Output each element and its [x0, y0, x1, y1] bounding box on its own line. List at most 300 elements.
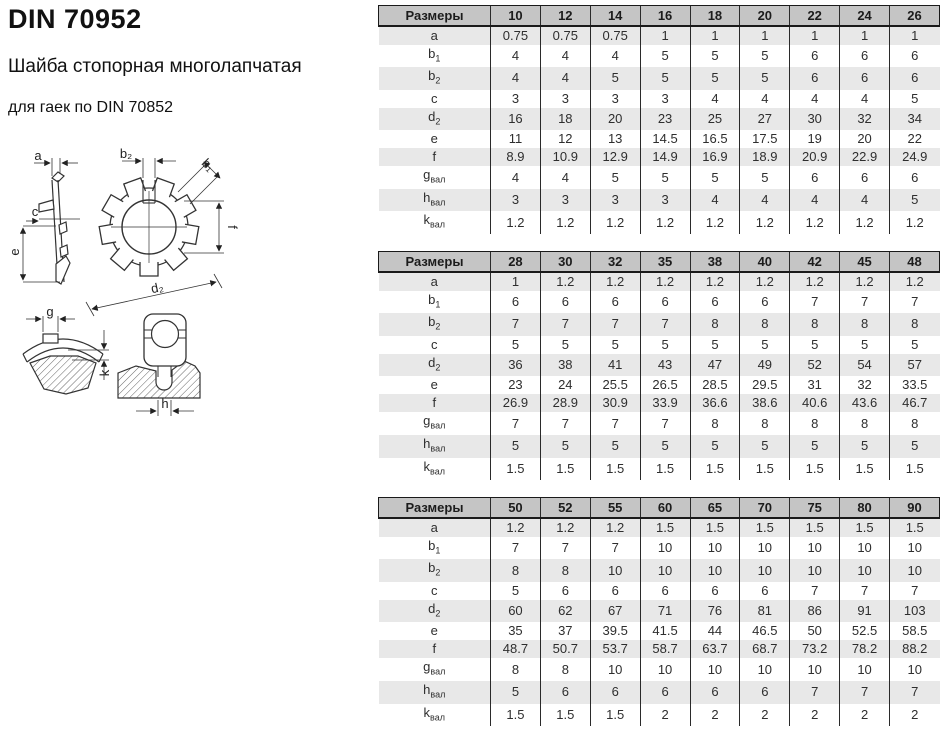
dimension-value-cell: 1.5: [840, 458, 890, 481]
dimension-value-cell: 7: [840, 291, 890, 314]
dimension-value-cell: 6: [890, 67, 940, 90]
dimension-value-cell: 62: [540, 600, 590, 623]
dimension-value-cell: 8: [840, 313, 890, 336]
dimension-table-2: [378, 251, 940, 480]
dimension-value-cell: 10: [890, 537, 940, 560]
dimension-value-cell: 11: [491, 130, 541, 148]
table-row: [379, 272, 940, 291]
size-column-header: 75: [790, 498, 840, 518]
dimension-value-cell: 1.2: [491, 518, 541, 537]
dimension-value-cell: 6: [590, 291, 640, 314]
dimension-value-cell: 5: [740, 67, 790, 90]
dimension-value-cell: 13: [590, 130, 640, 148]
dimension-value-cell: 6: [790, 67, 840, 90]
dimension-row-label: $g_{вал}$: [423, 659, 446, 677]
dimension-value-cell: 1.2: [540, 272, 590, 291]
dimension-value-cell: 7: [540, 313, 590, 336]
dimension-value-cell: 5: [540, 435, 590, 458]
size-column-header: 52: [540, 498, 590, 518]
dimension-value-cell: 10: [640, 559, 690, 582]
dimension-value-cell: 1: [690, 26, 740, 45]
dimension-row-label: e: [430, 131, 438, 147]
dimension-value-cell: 1: [840, 26, 890, 45]
dimension-value-cell: 8: [690, 412, 740, 435]
dimension-value-cell: 58.7: [640, 640, 690, 658]
size-column-header: 90: [890, 498, 940, 518]
dimension-row-label: f: [432, 149, 437, 165]
dimension-value-cell: 22: [890, 130, 940, 148]
dimension-value-cell: 4: [590, 45, 640, 68]
table-row: [379, 90, 940, 108]
dimension-value-cell: 67: [590, 600, 640, 623]
dimension-value-cell: 27: [740, 108, 790, 131]
dimension-row-label: $b_1$: [428, 45, 441, 64]
dimension-value-cell: 1.5: [690, 518, 740, 537]
dimension-value-cell: 10: [840, 658, 890, 681]
dimension-value-cell: 1.2: [890, 272, 940, 291]
dimension-value-cell: 1.5: [740, 518, 790, 537]
dimension-value-cell: 7: [491, 537, 541, 560]
dimension-value-cell: 10: [590, 559, 640, 582]
dimension-row-label: $h_{вал}$: [423, 189, 446, 208]
dimension-value-cell: 10: [790, 658, 840, 681]
size-column-header: 30: [540, 252, 590, 272]
dimension-value-cell: 10: [740, 559, 790, 582]
dimension-row-label: f: [432, 395, 437, 411]
dimension-value-cell: 12.9: [590, 148, 640, 166]
dimension-row-label: $b_2$: [428, 68, 441, 86]
dimension-value-cell: 8: [840, 412, 890, 435]
table-row: [379, 376, 940, 394]
dimension-value-cell: 46.5: [740, 622, 790, 640]
size-column-header: 16: [640, 6, 690, 26]
table-row: [379, 354, 940, 377]
dimension-value-cell: 91: [840, 600, 890, 623]
dimension-value-cell: 20: [590, 108, 640, 131]
dimension-value-cell: 10: [590, 658, 640, 681]
dimension-value-cell: 1.5: [740, 458, 790, 481]
dimension-value-cell: 10.9: [540, 148, 590, 166]
dimension-value-cell: 7: [790, 681, 840, 704]
dimension-value-cell: 24.9: [890, 148, 940, 166]
table-row: [379, 518, 940, 537]
dimension-value-cell: 31: [790, 376, 840, 394]
table-row: [379, 189, 940, 212]
dimension-value-cell: 1.5: [491, 704, 541, 727]
dimension-value-cell: 2: [690, 704, 740, 727]
dimension-value-cell: 57: [890, 354, 940, 377]
dimension-value-cell: 2: [740, 704, 790, 727]
dimension-value-cell: 71: [640, 600, 690, 623]
table-row: [379, 640, 940, 658]
size-column-header: 50: [491, 498, 541, 518]
table-header-row: [379, 252, 940, 272]
size-column-header: 42: [790, 252, 840, 272]
dimension-value-cell: 29.5: [740, 376, 790, 394]
dimension-value-cell: 10: [640, 537, 690, 560]
dimension-value-cell: 5: [790, 435, 840, 458]
dimension-value-cell: 1.5: [790, 458, 840, 481]
dimension-value-cell: 1.2: [491, 211, 541, 234]
size-column-header: 24: [840, 6, 890, 26]
table-row: [379, 313, 940, 336]
size-column-header: 22: [790, 6, 840, 26]
dimension-value-cell: 4: [740, 90, 790, 108]
dimension-value-cell: 10: [790, 559, 840, 582]
dim-label-b2: b₂: [119, 146, 133, 161]
dimension-value-cell: 78.2: [840, 640, 890, 658]
dimension-value-cell: 28.5: [690, 376, 740, 394]
dimension-value-cell: 6: [840, 45, 890, 68]
dimension-value-cell: 1.5: [590, 458, 640, 481]
dimension-value-cell: 5: [640, 435, 690, 458]
dimension-value-cell: 6: [590, 582, 640, 600]
dimension-value-cell: 5: [540, 336, 590, 354]
dimension-value-cell: 33.9: [640, 394, 690, 412]
table-row: [379, 336, 940, 354]
dimension-value-cell: 5: [690, 166, 740, 189]
dimension-value-cell: 1.2: [590, 272, 640, 291]
dimension-value-cell: 6: [740, 291, 790, 314]
dimension-value-cell: 26.9: [491, 394, 541, 412]
dimension-value-cell: 16.5: [690, 130, 740, 148]
table-row: [379, 291, 940, 314]
dimension-value-cell: 3: [640, 90, 690, 108]
dim-label-f: f: [225, 225, 240, 229]
page-title: DIN 70952: [8, 4, 142, 34]
size-column-header: 32: [590, 252, 640, 272]
dimension-value-cell: 6: [840, 166, 890, 189]
dimension-value-cell: 41: [590, 354, 640, 377]
dimension-value-cell: 5: [491, 435, 541, 458]
dimension-value-cell: 12: [540, 130, 590, 148]
dimension-value-cell: 26.5: [640, 376, 690, 394]
dimension-value-cell: 4: [540, 45, 590, 68]
dimension-value-cell: 1.2: [540, 211, 590, 234]
dimension-row-label: $b_1$: [428, 537, 441, 556]
dimension-row-label: $k_{вал}$: [423, 212, 445, 231]
table-row: [379, 658, 940, 681]
dimension-value-cell: 4: [840, 189, 890, 212]
size-column-header: 14: [590, 6, 640, 26]
dimension-value-cell: 40.6: [790, 394, 840, 412]
dimension-value-cell: 7: [790, 291, 840, 314]
dimension-value-cell: 1.5: [890, 458, 940, 481]
dimension-row-label: c: [431, 90, 438, 106]
dimension-value-cell: 6: [690, 291, 740, 314]
dimension-value-cell: 32: [840, 108, 890, 131]
dimension-value-cell: 32: [840, 376, 890, 394]
dimension-value-cell: 14.9: [640, 148, 690, 166]
dimension-value-cell: 4: [790, 189, 840, 212]
dimension-value-cell: 6: [491, 291, 541, 314]
dimension-value-cell: 7: [890, 582, 940, 600]
dimension-row-label: $k_{вал}$: [423, 458, 445, 477]
dimension-value-cell: 8: [690, 313, 740, 336]
dimension-row-label: $b_2$: [428, 560, 441, 578]
dimension-value-cell: 1.2: [540, 518, 590, 537]
dimension-value-cell: 1.2: [590, 518, 640, 537]
dimension-value-cell: 5: [491, 336, 541, 354]
dimension-value-cell: 58.5: [890, 622, 940, 640]
dimension-value-cell: 3: [640, 189, 690, 212]
dimension-row-label: $b_1$: [428, 291, 441, 310]
dimension-value-cell: 8: [740, 313, 790, 336]
table-row: [379, 582, 940, 600]
dimension-row-label: a: [430, 519, 438, 535]
dimension-value-cell: 4: [491, 166, 541, 189]
table-row: [379, 394, 940, 412]
dimension-row-label: $b_2$: [428, 314, 441, 332]
dimension-value-cell: 5: [590, 435, 640, 458]
dimension-value-cell: 10: [740, 537, 790, 560]
table-row: [379, 108, 940, 131]
dimension-value-cell: 1: [640, 26, 690, 45]
table-row: [379, 681, 940, 704]
dimension-value-cell: 7: [590, 537, 640, 560]
dimension-value-cell: 10: [690, 559, 740, 582]
dimension-value-cell: 1.5: [540, 458, 590, 481]
dimension-value-cell: 52.5: [840, 622, 890, 640]
dimension-value-cell: 1: [790, 26, 840, 45]
dimension-value-cell: 6: [640, 582, 690, 600]
table-row: [379, 537, 940, 560]
table-row: [379, 458, 940, 481]
dimension-value-cell: 4: [790, 90, 840, 108]
dimension-value-cell: 5: [690, 67, 740, 90]
dimension-value-cell: 1: [491, 272, 541, 291]
dimension-value-cell: 20: [840, 130, 890, 148]
table-header-row: [379, 6, 940, 26]
dimension-value-cell: 28.9: [540, 394, 590, 412]
dimension-row-label: e: [430, 623, 438, 639]
dimension-value-cell: 10: [890, 658, 940, 681]
table-row: [379, 26, 940, 45]
size-header-label: Размеры: [379, 6, 491, 26]
dimension-value-cell: 10: [740, 658, 790, 681]
dimension-value-cell: 17.5: [740, 130, 790, 148]
dimension-value-cell: 36.6: [690, 394, 740, 412]
dimension-row-label: f: [432, 641, 437, 657]
size-column-header: 80: [840, 498, 890, 518]
technical-drawing: [8, 130, 248, 430]
dimension-value-cell: 10: [840, 537, 890, 560]
dimension-value-cell: 1.5: [491, 458, 541, 481]
size-column-header: 26: [890, 6, 940, 26]
size-column-header: 10: [491, 6, 541, 26]
dimension-value-cell: 14.5: [640, 130, 690, 148]
dimension-row-label: $k_{вал}$: [423, 704, 445, 723]
dimension-value-cell: 5: [790, 336, 840, 354]
dimension-value-cell: 3: [540, 90, 590, 108]
dimension-value-cell: 1.5: [790, 518, 840, 537]
dimension-value-cell: 5: [491, 681, 541, 704]
dimension-value-cell: 1.5: [690, 458, 740, 481]
dimension-value-cell: 5: [640, 67, 690, 90]
dimension-value-cell: 8: [491, 658, 541, 681]
dimension-value-cell: 1.5: [590, 704, 640, 727]
dimension-value-cell: 0.75: [590, 26, 640, 45]
dim-label-e: e: [8, 248, 22, 256]
dimension-value-cell: 6: [890, 166, 940, 189]
dimension-value-cell: 43: [640, 354, 690, 377]
dimension-value-cell: 5: [690, 435, 740, 458]
dimension-value-cell: 6: [790, 45, 840, 68]
dimension-value-cell: 2: [840, 704, 890, 727]
dimension-value-cell: 1.2: [740, 272, 790, 291]
dimension-value-cell: 1.5: [890, 518, 940, 537]
dimension-value-cell: 41.5: [640, 622, 690, 640]
dim-label-a: a: [34, 148, 42, 163]
dimension-value-cell: 47: [690, 354, 740, 377]
dimension-row-label: $d_2$: [428, 354, 441, 373]
dimension-row-label: $d_2$: [428, 108, 441, 127]
dim-label-b1: b₁: [198, 155, 218, 175]
page-note: для гаек по DIN 70852: [8, 99, 174, 116]
table-row: [379, 559, 940, 582]
dimension-value-cell: 54: [840, 354, 890, 377]
dimension-value-cell: 10: [790, 537, 840, 560]
dimension-value-cell: 6: [540, 582, 590, 600]
dimension-table-3: [378, 497, 940, 726]
size-column-header: 18: [690, 6, 740, 26]
size-header-label: Размеры: [379, 252, 491, 272]
dimension-value-cell: 4: [740, 189, 790, 212]
dimension-value-cell: 1.2: [840, 211, 890, 234]
dimension-value-cell: 19: [790, 130, 840, 148]
table-row: [379, 67, 940, 90]
dimension-value-cell: 7: [840, 681, 890, 704]
dimension-value-cell: 7: [491, 313, 541, 336]
table-row: [379, 412, 940, 435]
dimension-value-cell: 4: [540, 166, 590, 189]
dimension-value-cell: 60: [491, 600, 541, 623]
side-view-drawing: [23, 158, 80, 284]
dimension-value-cell: 6: [640, 681, 690, 704]
dimension-row-label: $g_{вал}$: [423, 167, 446, 185]
size-column-header: 28: [491, 252, 541, 272]
dimension-value-cell: 5: [840, 336, 890, 354]
dimension-value-cell: 5: [740, 45, 790, 68]
dimension-value-cell: 5: [890, 90, 940, 108]
dimension-value-cell: 10: [890, 559, 940, 582]
dimension-value-cell: 18: [540, 108, 590, 131]
dimension-value-cell: 24: [540, 376, 590, 394]
dimension-value-cell: 3: [590, 90, 640, 108]
dimension-value-cell: 5: [740, 166, 790, 189]
dimension-value-cell: 7: [590, 313, 640, 336]
dimension-value-cell: 4: [540, 67, 590, 90]
dimension-value-cell: 3: [540, 189, 590, 212]
dimension-value-cell: 4: [690, 90, 740, 108]
dimension-value-cell: 2: [890, 704, 940, 727]
dimension-row-label: $g_{вал}$: [423, 413, 446, 431]
dimension-value-cell: 5: [640, 336, 690, 354]
table-row: [379, 211, 940, 234]
dimension-value-cell: 6: [790, 166, 840, 189]
dimension-value-cell: 10: [840, 559, 890, 582]
dimension-value-cell: 52: [790, 354, 840, 377]
dimension-value-cell: 7: [890, 681, 940, 704]
dimension-value-cell: 4: [491, 45, 541, 68]
dimension-value-cell: 5: [890, 189, 940, 212]
dimension-value-cell: 10: [690, 537, 740, 560]
dimension-row-label: c: [431, 336, 438, 352]
dimension-value-cell: 37: [540, 622, 590, 640]
dimension-value-cell: 3: [491, 189, 541, 212]
size-column-header: 40: [740, 252, 790, 272]
dimension-value-cell: 1.5: [840, 518, 890, 537]
dimension-value-cell: 50.7: [540, 640, 590, 658]
dimension-value-cell: 7: [590, 412, 640, 435]
dimension-value-cell: 25.5: [590, 376, 640, 394]
size-column-header: 55: [590, 498, 640, 518]
dimension-value-cell: 8: [890, 313, 940, 336]
size-column-header: 65: [690, 498, 740, 518]
dimension-value-cell: 7: [890, 291, 940, 314]
dimension-row-label: $h_{вал}$: [423, 435, 446, 454]
shaft-section-drawing: [118, 314, 200, 416]
dimension-value-cell: 7: [840, 582, 890, 600]
dimension-value-cell: 1.2: [790, 272, 840, 291]
dimension-value-cell: 23: [491, 376, 541, 394]
dimension-value-cell: 30.9: [590, 394, 640, 412]
dimension-value-cell: 2: [790, 704, 840, 727]
dimension-value-cell: 103: [890, 600, 940, 623]
dimension-value-cell: 5: [640, 45, 690, 68]
dimension-value-cell: 23: [640, 108, 690, 131]
size-header-label: Размеры: [379, 498, 491, 518]
dimension-value-cell: 10: [640, 658, 690, 681]
table-row: [379, 130, 940, 148]
dimension-value-cell: 7: [790, 582, 840, 600]
dimension-value-cell: 76: [690, 600, 740, 623]
dimension-value-cell: 36: [491, 354, 541, 377]
dim-label-h: h: [161, 396, 169, 411]
dimension-value-cell: 8: [890, 412, 940, 435]
dimension-value-cell: 18.9: [740, 148, 790, 166]
dimension-value-cell: 6: [740, 681, 790, 704]
dimension-value-cell: 4: [491, 67, 541, 90]
size-column-header: 70: [740, 498, 790, 518]
dimension-value-cell: 8: [491, 559, 541, 582]
size-column-header: 38: [690, 252, 740, 272]
dimension-value-cell: 8: [790, 412, 840, 435]
dimension-value-cell: 63.7: [690, 640, 740, 658]
dimension-value-cell: 30: [790, 108, 840, 131]
dimension-value-cell: 68.7: [740, 640, 790, 658]
dimension-value-cell: 5: [590, 336, 640, 354]
dimension-row-label: $h_{вал}$: [423, 682, 446, 700]
dimension-value-cell: 1.2: [590, 211, 640, 234]
dimension-tables: [378, 5, 940, 743]
dimension-value-cell: 6: [840, 67, 890, 90]
dimension-row-label: $d_2$: [428, 600, 441, 619]
dimension-value-cell: 20.9: [790, 148, 840, 166]
dimension-value-cell: 4: [690, 189, 740, 212]
dimension-value-cell: 10: [690, 658, 740, 681]
dimension-value-cell: 1: [740, 26, 790, 45]
dimension-value-cell: 5: [890, 336, 940, 354]
dimension-value-cell: 48.7: [491, 640, 541, 658]
dim-label-k: k: [97, 369, 112, 377]
dimension-value-cell: 53.7: [590, 640, 640, 658]
dimension-value-cell: 5: [690, 45, 740, 68]
dimension-value-cell: 8: [740, 412, 790, 435]
dimension-value-cell: 6: [590, 681, 640, 704]
dimension-value-cell: 1.5: [640, 458, 690, 481]
dimension-value-cell: 33.5: [890, 376, 940, 394]
